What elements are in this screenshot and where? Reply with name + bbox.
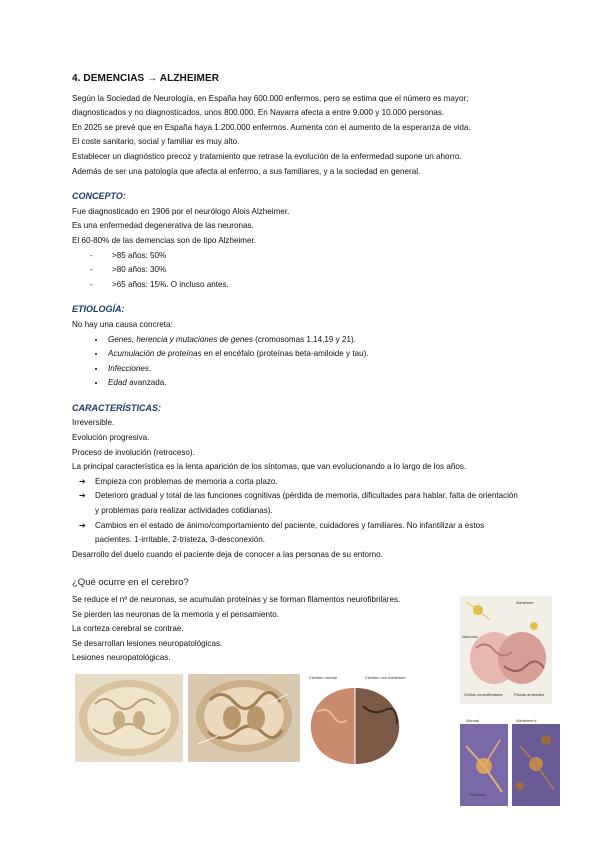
neuron-label: Normal bbox=[466, 718, 479, 723]
alzheimer-diagram-image bbox=[460, 596, 552, 704]
list-item: • Genes, herencia y mutaciones de genes (cromosomas 1,14,19 y 21). bbox=[106, 333, 542, 348]
neuron-label: Neurona bbox=[470, 792, 486, 797]
concepto-line: Es una enfermedad degenerativa de las neuronas. bbox=[72, 221, 254, 231]
caracteristicas-line: Evolución progresiva. bbox=[72, 433, 150, 443]
brain-alzheimer-label: Cerebro con Alzheimer bbox=[365, 675, 406, 680]
intro-line: Establecer un diagnóstico precoz y tratamiento que retrase la evolución de la enfermedad supone un ahorro. bbox=[72, 151, 462, 161]
list-item: ➔ Deterioro gradual y total de las funciones cognitivas (pérdida de memoria, dificultades para hablar, falta de orientación y problemas para realizar actividades cotidianas). bbox=[79, 491, 518, 516]
concepto-line: El 60-80% de las demencias son de tipo Alzheimer. bbox=[72, 235, 257, 245]
age-list bbox=[72, 249, 542, 293]
concepto-line: Fue diagnosticado en 1906 por el neurólogo Alois Alzheimer. bbox=[72, 206, 290, 216]
etiologia-intro: No hay una causa concreta: bbox=[72, 319, 173, 329]
cerebro-line: Se desarrollan lesiones neuropatológicas. bbox=[72, 638, 223, 648]
brain-normal-label: Cerebro normal bbox=[309, 675, 337, 680]
neuron-label: Alzheimer's bbox=[516, 718, 537, 723]
symptom-list bbox=[72, 475, 542, 548]
arrow-icon: ➔ bbox=[79, 476, 86, 486]
intro-line: El coste sanitario, social y familiar es muy alto. bbox=[72, 137, 240, 147]
brain-section-image bbox=[75, 674, 183, 762]
alzheimer-section-image bbox=[188, 674, 300, 762]
diagram-label: Alzheimer bbox=[516, 600, 534, 605]
document-page bbox=[72, 72, 542, 666]
caracteristicas-heading: CARACTERÍSTICAS: bbox=[72, 402, 161, 413]
intro-line: Según la Sociedad de Neurología, en España hay 600.000 enfermos, pero se estima que el número es mayor; bbox=[72, 93, 469, 103]
list-item: - ˃65 años: 15%. O incluso antes. bbox=[90, 278, 542, 293]
list-item: • Infecciones. bbox=[106, 362, 542, 377]
page-title: 4. DEMENCIAS → ALZHEIMER bbox=[72, 73, 220, 84]
cerebro-line: Lesiones neuropatológicas. bbox=[72, 653, 171, 663]
concepto-heading: CONCEPTO: bbox=[72, 191, 126, 202]
list-item: ➔ Cambios en el estado de ánimo/comportamiento del paciente, cuidadores y familiares. No infantilizar a estos pacientes. 1-irritable, 2-tristeza, 3-desconexión. bbox=[79, 520, 485, 545]
brain-comparison-image bbox=[303, 672, 407, 768]
neuron-comparison-image bbox=[460, 716, 560, 806]
intro-line: En 2025 se prevé que en España haya 1.200.000 enfermos. Aumenta con el aumento de la esperanza de vida. bbox=[72, 122, 471, 132]
diagram-label: Ovillos neurofibrilares bbox=[464, 692, 503, 697]
etiologia-heading: ETIOLOGÍA: bbox=[72, 304, 125, 315]
list-item: • Edad avanzada. bbox=[106, 376, 542, 391]
diagram-label: Placas amiloides bbox=[514, 692, 545, 697]
etiologia-list bbox=[72, 333, 542, 391]
cerebro-heading: ¿Qué ocurre en el cerebro? bbox=[72, 577, 189, 589]
intro-line: Además de ser una patología que afecta al enfermo, a sus familiares, y a la sociedad en general. bbox=[72, 166, 421, 176]
list-item: ➔ Empieza con problemas de memoria a corta plazo. bbox=[79, 475, 542, 490]
caracteristicas-closing: Desarrollo del duelo cuando el paciente deja de conocer a las personas de su entorno. bbox=[72, 549, 383, 559]
cerebro-line: Se pierden las neuronas de la memoria y el pensamiento. bbox=[72, 609, 279, 619]
caracteristicas-line: Proceso de involución (retroceso). bbox=[72, 447, 195, 457]
intro-block bbox=[72, 92, 542, 180]
intro-line: diagnosticados y no diagnosticados, unos 800.000. En Navarra afecta a entre 9.000 y 10.000 personas. bbox=[72, 108, 445, 118]
list-item: - ˃80 años: 30% bbox=[90, 263, 542, 278]
list-item: - ˃85 años: 50% bbox=[90, 249, 542, 264]
arrow-icon: ➔ bbox=[79, 520, 86, 530]
caracteristicas-line: La principal característica es la lenta aparición de los síntomas, que van evolucionando a lo largo de los años. bbox=[72, 462, 467, 472]
caracteristicas-line: Irreversible. bbox=[72, 418, 115, 428]
cerebro-line: La corteza cerebral se contrae. bbox=[72, 624, 184, 634]
list-item: • Acumulación de proteínas en el encéfalo (proteínas beta-amiloide y tau). bbox=[106, 347, 542, 362]
cerebro-line: Se reduce el nº de neuronas, se acumulan proteínas y se forman filamentos neurofibrilares. bbox=[72, 595, 401, 604]
arrow-icon: ➔ bbox=[79, 491, 86, 501]
diagram-label: Neurona bbox=[462, 634, 478, 639]
